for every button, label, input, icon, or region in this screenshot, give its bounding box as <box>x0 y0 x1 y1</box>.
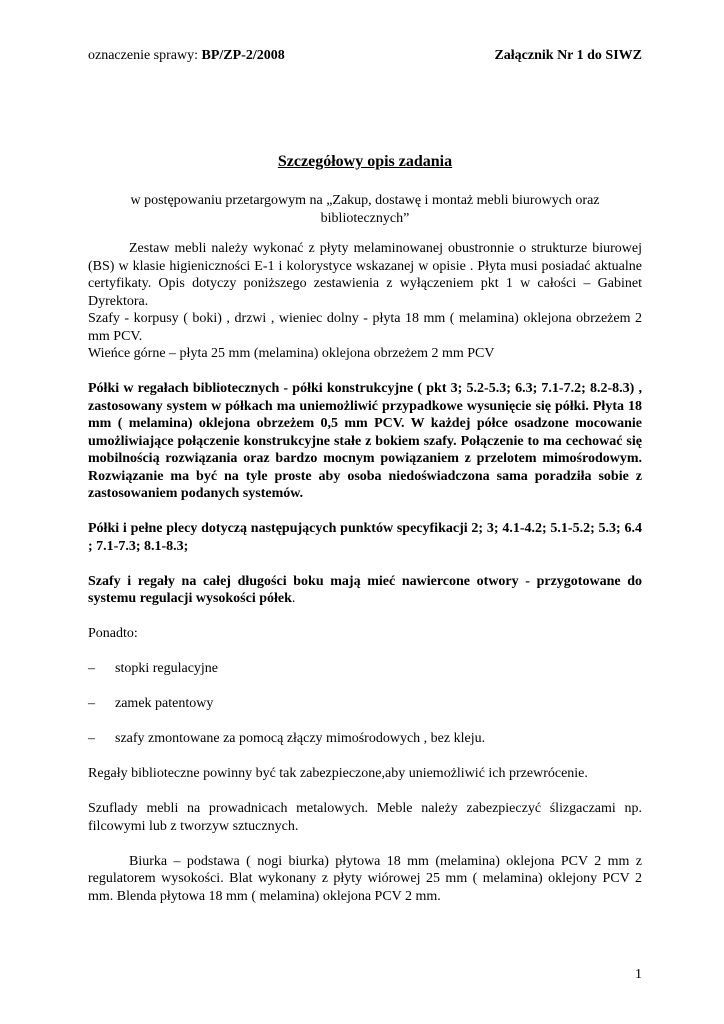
case-label: oznaczenie sprawy: <box>88 48 202 63</box>
paragraph-drawers: Szuflady mebli na prowadnicach metalowych. Meble należy zabezpieczyć ślizgaczami np. filcowymi lub z tworzyw sztucznych. <box>88 801 642 834</box>
list-item-text: stopki regulacyjne <box>115 661 219 676</box>
subtitle-line-2: bibliotecznych” <box>320 210 410 226</box>
dash-bullet: – <box>88 661 95 676</box>
paragraph-moreover: Ponadto: <box>88 626 138 641</box>
page-subtitle <box>88 192 642 227</box>
subtitle-line-1: w postępowaniu przetargowym na „Zakup, dostawę i montaż mebli biurowych oraz <box>130 193 600 208</box>
document-body <box>88 240 642 905</box>
dash-bullet: – <box>88 731 95 746</box>
paragraph-materials: Zestaw mebli należy wykonać z płyty melaminowanej obustronnie o strukturze biurowej (BS) w klasie higieniczności E-1 i kolorystyce wskazanej w opisie . Płyta musi posiadać aktualne certyfikaty. Opis dotyczy poniższego zestawienia z wyłączeniem pkt 1 w całości – Gabinet Dyrektora. <box>88 241 642 309</box>
paragraph-top-panels: Wieńce górne – płyta 25 mm (melamina) oklejona obrzeżem 2 mm PCV <box>88 346 495 361</box>
case-reference <box>88 47 285 65</box>
dash-bullet: – <box>88 696 95 711</box>
drilled-holes-text: Szafy i regały na całej długości boku mają mieć nawiercone otwory - przygotowane do systemu regulacji wysokości półek <box>88 573 642 606</box>
paragraph-shelves: Półki w regałach bibliotecznych - półki konstrukcyjne ( pkt 3; 5.2-5.3; 6.3; 7.1-7.2; 8.2-8.3) , zastosowany system w półkach ma uniemożliwić przypadkowe wysunięcie się półki. Płyta 18 mm ( melamina) oklejona obrzeżem 0,5 mm PCV. W każdej półce osadzone mocowanie umożliwiające połączenie konstrukcyjne stałe z bokiem szafy. Połączenie to ma cechować się mobilnością rozwiązania oraz bardzo mocnym powiązaniem z przelotem mimośrodowym. Rozwiązanie ma być na tyle proste aby osoba niedoświadczona sama poradziła sobie z zastosowaniem podanych systemów. <box>88 381 642 501</box>
paragraph-drilled-holes <box>88 573 642 608</box>
page-header <box>88 47 642 65</box>
page-title: Szczegółowy opis zadania <box>277 153 453 170</box>
list-item <box>88 730 642 748</box>
list-item-text: szafy zmontowane za pomocą złączy mimośrodowych , bez kleju. <box>115 731 486 746</box>
list-item-text: zamek patentowy <box>115 696 214 711</box>
paragraph-backs: Półki i pełne plecy dotyczą następujących punktów specyfikacji 2; 3; 4.1-4.2; 5.1-5.2; 5.3; 6.4 ; 7.1-7.3; 8.1-8.3; <box>88 521 642 554</box>
paragraph-bookcases: Regały biblioteczne powinny być tak zabezpieczone,aby uniemożliwić ich przewrócenie. <box>88 766 588 781</box>
list-item <box>88 695 642 713</box>
paragraph-desks: Biurka – podstawa ( nogi biurka) płytowa 18 mm (melamina) oklejona PCV 2 mm z regulatorem wysokości. Blat wykonany z płyty wiórowej 25 mm ( melamina) oklejony PCV 2 mm. Blenda płytowa 18 mm ( melamina) oklejona PCV 2 mm. <box>88 853 642 904</box>
page-number: 1 <box>635 967 642 982</box>
drilled-holes-end: . <box>291 591 296 606</box>
attachment-label: Załącznik Nr 1 do SIWZ <box>494 48 642 63</box>
list-item <box>88 660 642 678</box>
case-number: BP/ZP-2/2008 <box>201 48 285 63</box>
paragraph-cabinets: Szafy - korpusy ( boki) , drzwi , wieniec dolny - płyta 18 mm ( melamina) oklejona obrzeżem 2 mm PCV. <box>88 311 642 344</box>
